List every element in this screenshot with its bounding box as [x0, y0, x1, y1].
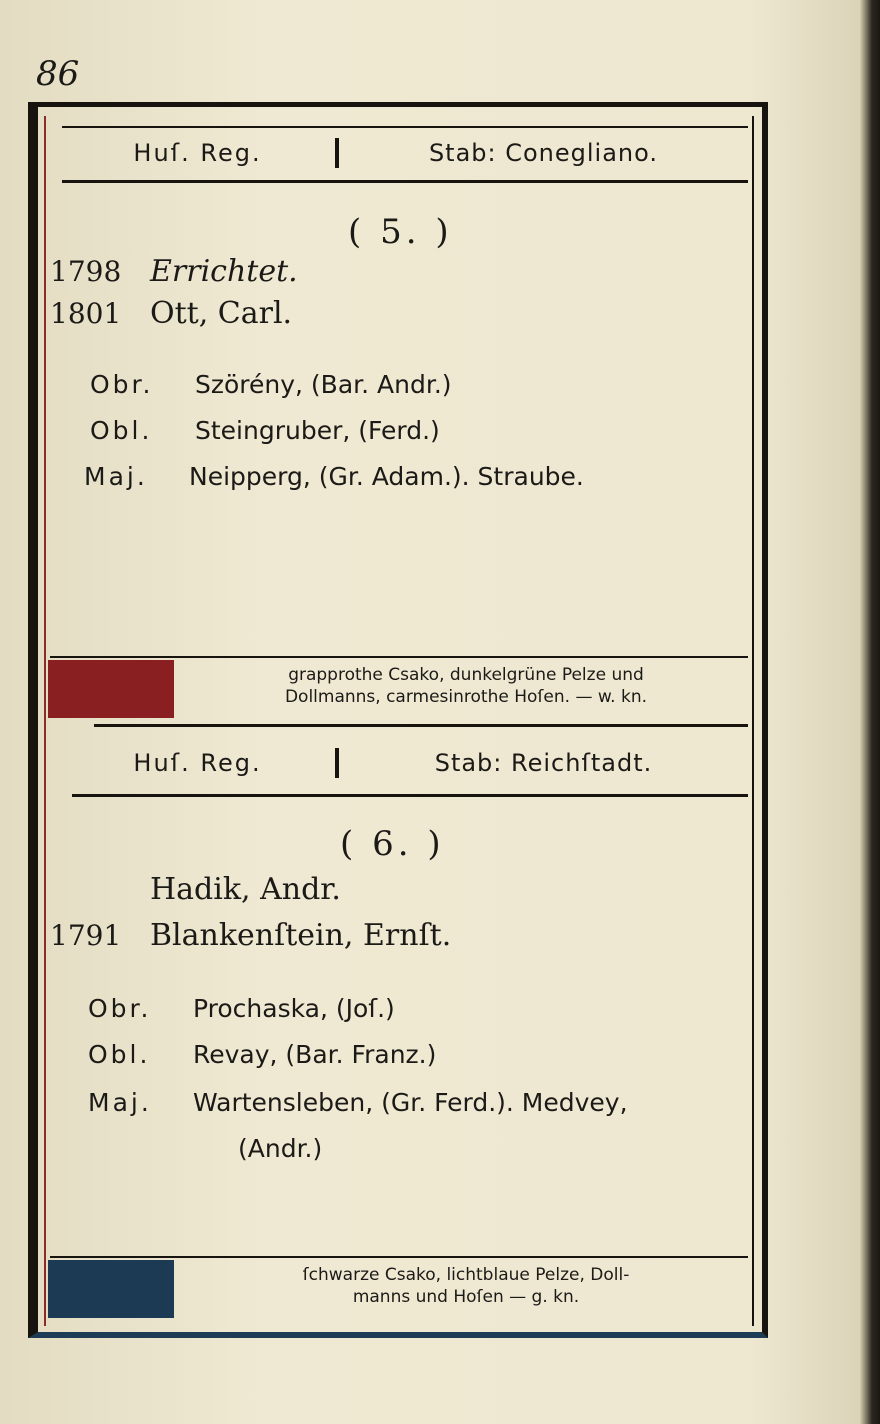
officer-name: Revay, (Bar. Franz.)	[193, 1040, 437, 1069]
officer-rank: Maj.	[88, 1088, 152, 1117]
rule-top-1	[62, 126, 748, 128]
officer-name: (Andr.)	[238, 1134, 323, 1163]
regiment-number-2: ( 6. )	[340, 824, 445, 864]
uniform-row-1	[48, 660, 750, 718]
regiment-header-1	[60, 130, 748, 176]
regiment-stab-2: Stab: Reichſtadt.	[434, 749, 653, 777]
uniform-description-2	[186, 1264, 746, 1308]
book-edge	[860, 0, 880, 1424]
regiment-type-1: Huſ. Reg.	[133, 139, 262, 167]
officer-line-2-3	[88, 1088, 628, 1117]
officer-rank: Maj.	[84, 462, 148, 491]
regiment-stab-1: Stab: Conegliano.	[428, 139, 659, 167]
officer-rank: Obl.	[90, 416, 153, 445]
officer-name: Wartensleben, (Gr. Ferd.). Medvey,	[193, 1088, 628, 1117]
officer-line-1-3	[84, 462, 584, 491]
history-year: 1791	[50, 919, 122, 952]
rule-above-uniform-2	[50, 1256, 748, 1258]
officer-rank: Obr.	[88, 994, 152, 1023]
officer-line-2-4	[238, 1134, 322, 1163]
officer-line-2-1	[88, 994, 395, 1023]
officer-name: Szörény, (Bar. Andr.)	[195, 370, 452, 399]
history-year: 1798	[50, 255, 122, 288]
officer-rank: Obl.	[88, 1040, 151, 1069]
history-line-2-1	[50, 872, 341, 907]
history-line-1-2	[50, 296, 292, 331]
officer-name: Neipperg, (Gr. Adam.). Straube.	[189, 462, 584, 491]
regiment-header-2	[60, 740, 748, 786]
rule-under-header-2	[72, 794, 748, 797]
regiment-type-2: Huſ. Reg.	[133, 749, 262, 777]
uniform-row-2	[48, 1260, 750, 1318]
officer-line-1-2	[90, 416, 440, 445]
page-number: 86	[36, 54, 80, 94]
history-text: Ott, Carl.	[150, 296, 293, 331]
officer-name: Steingruber, (Ferd.)	[195, 416, 440, 445]
history-text: Blankenſtein, Ernſt.	[150, 918, 452, 953]
rule-below-uniform-1	[94, 724, 748, 727]
uniform-description-1	[186, 664, 746, 708]
regiment-number-1: ( 5. )	[348, 212, 453, 252]
history-line-1-1	[50, 254, 298, 289]
officer-name: Prochaska, (Joſ.)	[193, 994, 395, 1023]
history-text: Hadik, Andr.	[150, 872, 341, 907]
history-text: Errichtet.	[150, 254, 298, 289]
uniform-color-swatch-2	[48, 1260, 174, 1318]
history-year: 1801	[50, 297, 122, 330]
uniform-line: grapprothe Csako, dunkelgrüne Pelze und	[288, 665, 644, 685]
rule-above-uniform-1	[50, 656, 748, 658]
officer-rank: Obr.	[90, 370, 154, 399]
uniform-color-swatch-1	[48, 660, 174, 718]
uniform-line: ſchwarze Csako, lichtblaue Pelze, Doll-	[302, 1265, 630, 1285]
uniform-line: manns und Hoſen — g. kn.	[352, 1287, 580, 1307]
officer-line-1-1	[90, 370, 452, 399]
rule-under-header-1	[62, 180, 748, 183]
officer-line-2-2	[88, 1040, 436, 1069]
uniform-line: Dollmanns, carmesinrothe Hoſen. — w. kn.	[284, 687, 648, 707]
history-line-2-2	[50, 918, 451, 953]
